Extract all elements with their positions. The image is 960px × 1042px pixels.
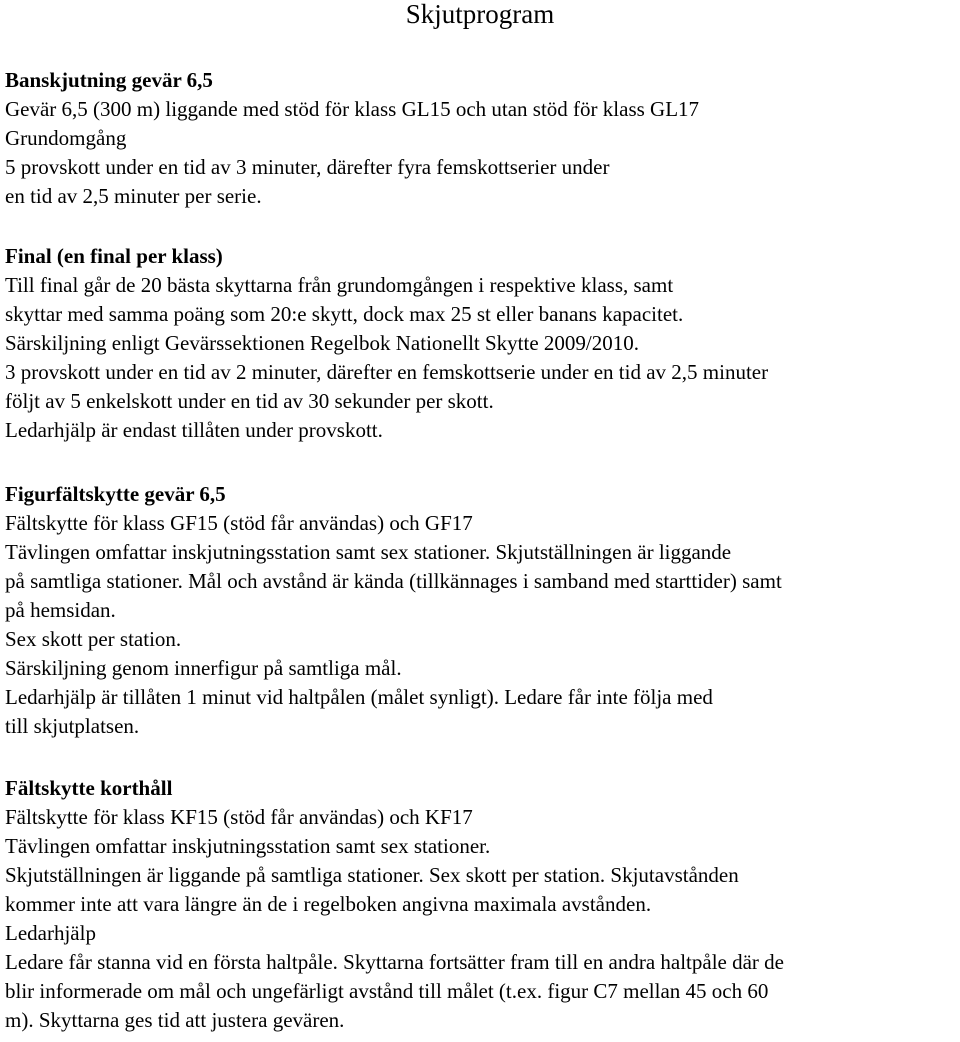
section-faltskytte-korthall <box>5 774 960 1035</box>
paragraph-line: 5 provskott under en tid av 3 minuter, därefter fyra femskottserier under <box>5 155 610 179</box>
paragraph-line: Fältskytte för klass KF15 (stöd får användas) och KF17 <box>5 805 473 829</box>
paragraph-line: m). Skyttarna ges tid att justera gevären. <box>5 1008 345 1032</box>
section-banskjutning <box>5 66 960 211</box>
section-heading: Final (en final per klass) <box>5 244 223 268</box>
paragraph-line: på hemsidan. <box>5 598 116 622</box>
paragraph-line: 3 provskott under en tid av 2 minuter, därefter en femskottserie under en tid av 2,5 minuter <box>5 360 769 384</box>
paragraph-line: Fältskytte för klass GF15 (stöd får användas) och GF17 <box>5 511 473 535</box>
paragraph-line: Gevär 6,5 (300 m) liggande med stöd för klass GL15 och utan stöd för klass GL17 <box>5 97 700 121</box>
paragraph-line: Ledare får stanna vid en första haltpåle. Skyttarna fortsätter fram till en andra haltpåle där de <box>5 950 784 974</box>
paragraph-line: Tävlingen omfattar inskjutningsstation samt sex stationer. <box>5 834 491 858</box>
section-figurfaltskytte <box>5 480 960 741</box>
paragraph-line: Ledarhjälp är tillåten 1 minut vid haltpålen (målet synligt). Ledare får inte följa med <box>5 685 713 709</box>
paragraph-line: Till final går de 20 bästa skyttarna från grundomgången i respektive klass, samt <box>5 273 674 297</box>
paragraph-line: en tid av 2,5 minuter per serie. <box>5 184 262 208</box>
paragraph-line: Sex skott per station. <box>5 627 182 651</box>
paragraph-line: Skjutställningen är liggande på samtliga stationer. Sex skott per station. Skjutavstånden <box>5 863 739 887</box>
paragraph-line: Ledarhjälp är endast tillåten under provskott. <box>5 418 383 442</box>
section-final <box>5 242 960 445</box>
paragraph-line: Ledarhjälp <box>5 921 96 945</box>
paragraph-line: på samtliga stationer. Mål och avstånd är kända (tillkännages i samband med starttider) samt <box>5 569 782 593</box>
paragraph-line: följt av 5 enkelskott under en tid av 30 sekunder per skott. <box>5 389 494 413</box>
paragraph-line: skyttar med samma poäng som 20:e skytt, dock max 25 st eller banans kapacitet. <box>5 302 684 326</box>
section-heading: Fältskytte korthåll <box>5 776 173 800</box>
paragraph-line: kommer inte att vara längre än de i regelboken angivna maximala avstånden. <box>5 892 652 916</box>
paragraph-line: Grundomgång <box>5 126 127 150</box>
section-heading: Figurfältskytte gevär 6,5 <box>5 482 226 506</box>
paragraph-line: Särskiljning genom innerfigur på samtliga mål. <box>5 656 402 680</box>
page-title: Skjutprogram <box>405 0 555 29</box>
paragraph-line: Tävlingen omfattar inskjutningsstation samt sex stationer. Skjutställningen är liggande <box>5 540 732 564</box>
paragraph-line: till skjutplatsen. <box>5 714 140 738</box>
paragraph-line: Särskiljning enligt Gevärssektionen Regelbok Nationellt Skytte 2009/2010. <box>5 331 639 355</box>
paragraph-line: blir informerade om mål och ungefärligt avstånd till målet (t.ex. figur C7 mellan 45 och 60 <box>5 979 769 1003</box>
section-heading: Banskjutning gevär 6,5 <box>5 68 213 92</box>
